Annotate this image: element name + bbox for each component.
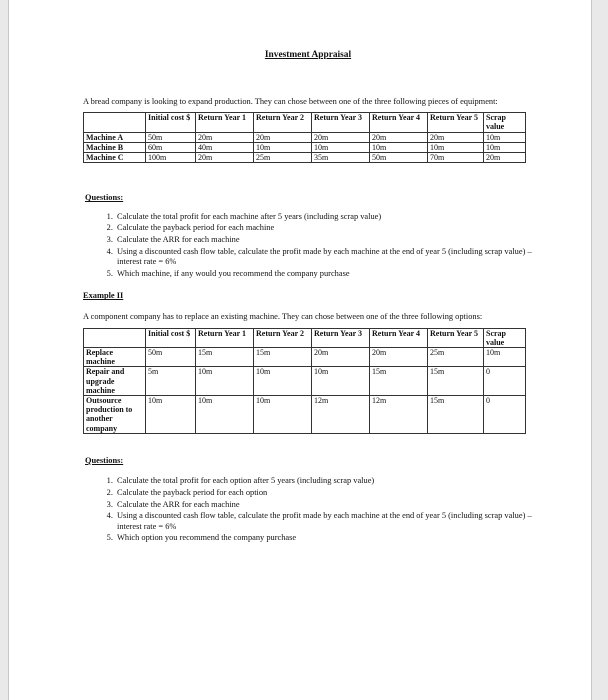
- table-cell: 50m: [370, 153, 428, 163]
- table-cell: 10m: [196, 367, 254, 396]
- questions-list-1: [83, 212, 533, 280]
- table-cell: 20m: [370, 347, 428, 366]
- table-cell: 10m: [254, 142, 312, 152]
- table-cell: 12m: [370, 395, 428, 433]
- table-cell: 10m: [484, 142, 526, 152]
- list-item: 5. Which option you recommend the company purchase: [115, 533, 533, 544]
- table-cell: 20m: [196, 153, 254, 163]
- table-cell: 100m: [146, 153, 196, 163]
- table-header-row: [84, 113, 526, 132]
- questions-heading-1: Questions:: [85, 193, 124, 203]
- table-cell: 25m: [254, 153, 312, 163]
- table-header-cell: [84, 328, 146, 347]
- row-label: Machine B: [84, 142, 146, 152]
- table-header-cell: Initial cost $: [146, 328, 196, 347]
- table-cell: 20m: [484, 153, 526, 163]
- table-row: [84, 347, 526, 366]
- table-cell: 20m: [254, 132, 312, 142]
- intro-paragraph-2: A component company has to replace an existing machine. They can chose between one of the three following options:: [83, 311, 483, 321]
- table-header-cell: Return Year 3: [312, 328, 370, 347]
- document-page: [8, 0, 592, 700]
- list-item: 2. Calculate the payback period for each option: [115, 488, 533, 499]
- document-content: [83, 50, 533, 545]
- table-cell: 60m: [146, 142, 196, 152]
- table-header-cell: Scrap value: [484, 113, 526, 132]
- questions-heading-2: Questions:: [85, 455, 124, 465]
- table-header-cell: Return Year 4: [370, 113, 428, 132]
- equipment-table: [83, 112, 526, 163]
- table-row: [84, 132, 526, 142]
- table-cell: 0: [484, 395, 526, 433]
- row-label: Replace machine: [84, 347, 146, 366]
- table-header-cell: Return Year 5: [428, 328, 484, 347]
- table-header-cell: [84, 113, 146, 132]
- list-item: 2. Calculate the payback period for each machine: [115, 223, 533, 234]
- table-header-cell: Return Year 4: [370, 328, 428, 347]
- table-cell: 10m: [254, 367, 312, 396]
- table-header-cell: Return Year 2: [254, 328, 312, 347]
- table-row: [84, 153, 526, 163]
- table-cell: 20m: [196, 132, 254, 142]
- table-cell: 15m: [428, 395, 484, 433]
- table-cell: 10m: [196, 395, 254, 433]
- table-row: [84, 367, 526, 396]
- table-cell: 10m: [254, 395, 312, 433]
- table-header-cell: Return Year 1: [196, 113, 254, 132]
- page-title: Investment Appraisal: [264, 50, 352, 60]
- table-cell: 10m: [428, 142, 484, 152]
- table-cell: 15m: [428, 367, 484, 396]
- table-header-cell: Initial cost $: [146, 113, 196, 132]
- intro-paragraph-1: A bread company is looking to expand production. They can chose between one of the three following pieces of equipment:: [83, 96, 498, 106]
- table-cell: 50m: [146, 347, 196, 366]
- table-cell: 10m: [312, 142, 370, 152]
- list-item: 4. Using a discounted cash flow table, calculate the profit made by each machine at the end of year 5 (including scrap value) – interest rate = 6%: [115, 247, 533, 268]
- table-cell: 10m: [484, 347, 526, 366]
- table-cell: 10m: [370, 142, 428, 152]
- table-cell: 50m: [146, 132, 196, 142]
- table-cell: 0: [484, 367, 526, 396]
- table-cell: 10m: [146, 395, 196, 433]
- table-cell: 40m: [196, 142, 254, 152]
- table-header-cell: Return Year 1: [196, 328, 254, 347]
- table-row: [84, 395, 526, 433]
- table-cell: 20m: [428, 132, 484, 142]
- table-cell: 25m: [428, 347, 484, 366]
- table-header-cell: Scrap value: [484, 328, 526, 347]
- list-item: 1. Calculate the total profit for each option after 5 years (including scrap value): [115, 476, 533, 487]
- table-cell: 10m: [484, 132, 526, 142]
- table-cell: 20m: [312, 132, 370, 142]
- table-cell: 70m: [428, 153, 484, 163]
- row-label: Repair and upgrade machine: [84, 367, 146, 396]
- table-header-cell: Return Year 2: [254, 113, 312, 132]
- list-item: 1. Calculate the total profit for each machine after 5 years (including scrap value): [115, 212, 533, 223]
- table-header-row: [84, 328, 526, 347]
- table-cell: 15m: [196, 347, 254, 366]
- table-cell: 5m: [146, 367, 196, 396]
- table-header-cell: Return Year 5: [428, 113, 484, 132]
- example-heading: Example II: [83, 291, 124, 301]
- table-row: [84, 142, 526, 152]
- row-label: Machine C: [84, 153, 146, 163]
- row-label: Outsource production to another company: [84, 395, 146, 433]
- table-cell: 35m: [312, 153, 370, 163]
- table-cell: 15m: [370, 367, 428, 396]
- list-item: 4. Using a discounted cash flow table, calculate the profit made by each machine at the end of year 5 (including scrap value) – interest rate = 6%: [115, 511, 533, 532]
- table-cell: 20m: [370, 132, 428, 142]
- row-label: Machine A: [84, 132, 146, 142]
- list-item: 3. Calculate the ARR for each machine: [115, 235, 533, 246]
- options-table: [83, 328, 526, 434]
- table-cell: 12m: [312, 395, 370, 433]
- table-cell: 10m: [312, 367, 370, 396]
- list-item: 3. Calculate the ARR for each machine: [115, 500, 533, 511]
- questions-list-2: [83, 476, 533, 544]
- table-cell: 15m: [254, 347, 312, 366]
- table-cell: 20m: [312, 347, 370, 366]
- list-item: 5. Which machine, if any would you recommend the company purchase: [115, 269, 533, 280]
- table-header-cell: Return Year 3: [312, 113, 370, 132]
